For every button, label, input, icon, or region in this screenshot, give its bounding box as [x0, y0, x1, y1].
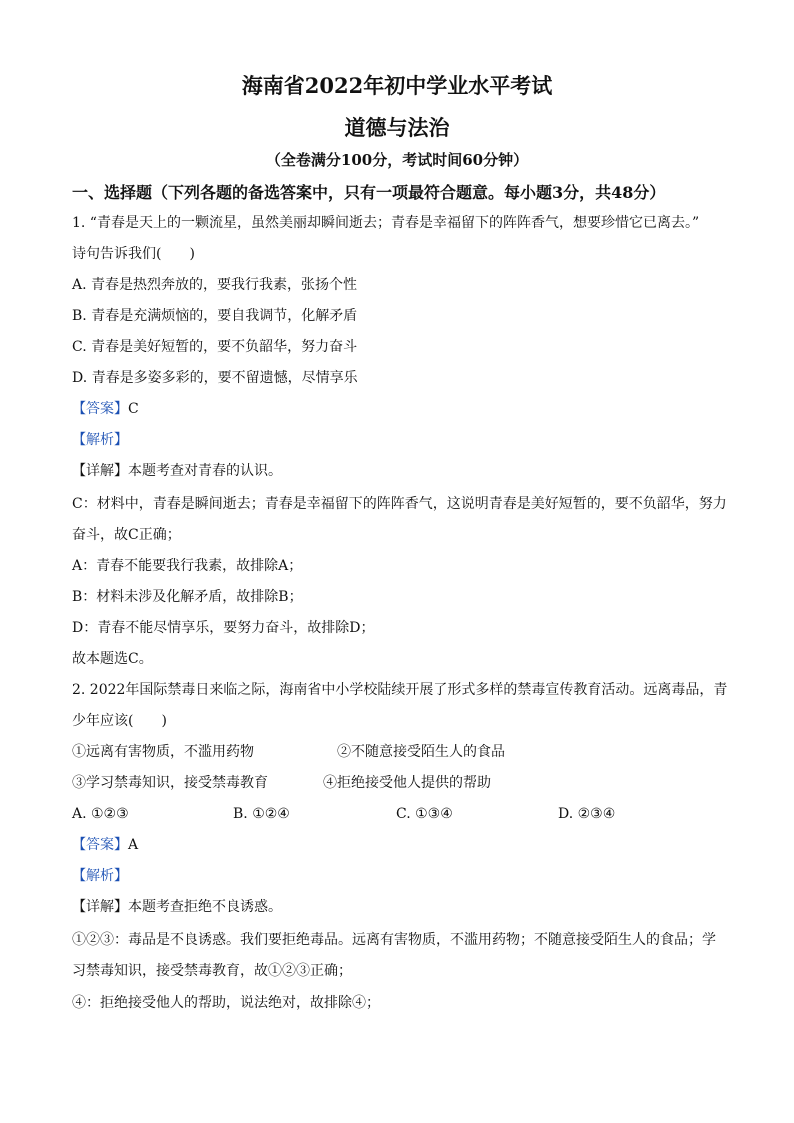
- q1-analysis: [72, 430, 128, 450]
- q2-answer-value: A: [128, 837, 139, 853]
- q2-option-a: A. ①②③: [72, 806, 129, 822]
- q1-explain-1: C：材料中，青春是瞬间逝去；青春是幸福留下的阵阵香气，这说明青春是美好短暂的，要不负韶华，努力: [72, 496, 727, 512]
- q2-detail: [72, 897, 282, 917]
- q1-answer-value: C: [128, 401, 139, 417]
- q1-detail: [72, 461, 282, 481]
- q2-option-b: B. ①②④: [233, 806, 290, 822]
- q1-explain-4: B：材料未涉及化解矛盾，故排除B；: [72, 589, 303, 605]
- q1-analysis-label: 【解析】: [72, 432, 128, 448]
- q2-statement-1: ①远离有害物质，不滥用药物: [72, 744, 254, 760]
- q2-stem-line2: 少年应该( ): [72, 713, 167, 729]
- q1-option-a: A. 青春是热烈奔放的，要我行我素，张扬个性: [72, 277, 358, 293]
- q1-stem-line2: 诗句告诉我们( ): [72, 246, 195, 262]
- q2-explain-2: 习禁毒知识，接受禁毒教育，故①②③正确；: [72, 963, 352, 979]
- q1-explain-3: A：青春不能要我行我素，故排除A；: [72, 558, 303, 574]
- q1-option-d: D. 青春是多姿多彩的，要不留遗憾，尽情享乐: [72, 370, 358, 386]
- q2-detail-label: 【详解】: [72, 899, 128, 915]
- q1-detail-label: 【详解】: [72, 463, 128, 479]
- q2-option-c: C. ①③④: [396, 806, 453, 822]
- section-heading: 一、选择题（下列各题的备选答案中，只有一项最符合题意。每小题3分，共48分）: [72, 183, 666, 202]
- q1-explain-2: 奋斗，故C正确；: [72, 527, 181, 543]
- q1-stem-line1: 1. “青春是天上的一颗流星，虽然美丽却瞬间逝去；青春是幸福留下的阵阵香气，想要珍惜它已离去。”: [72, 215, 700, 231]
- q2-answer: [72, 835, 138, 855]
- q1-answer-label: 【答案】: [72, 401, 128, 417]
- q2-analysis: [72, 866, 128, 886]
- q2-option-d: D. ②③④: [558, 806, 616, 822]
- q2-explain-3: ④：拒绝接受他人的帮助，说法绝对，故排除④；: [72, 995, 380, 1011]
- q1-detail-text: 本题考查对青春的认识。: [128, 463, 282, 479]
- q2-statement-4: ④拒绝接受他人提供的帮助: [323, 775, 491, 791]
- q2-explain-1: ①②③：毒品是不良诱惑。我们要拒绝毒品。远离有害物质，不滥用药物；不随意接受陌生人的食品；学: [72, 932, 716, 948]
- q1-answer: [72, 399, 139, 419]
- q2-answer-label: 【答案】: [72, 837, 128, 853]
- exam-note: （全卷满分100分，考试时间60分钟）: [265, 151, 529, 169]
- q1-explain-6: 故本题选C。: [72, 651, 153, 667]
- q2-detail-text: 本题考查拒绝不良诱惑。: [128, 899, 282, 915]
- q1-option-b: B. 青春是充满烦恼的，要自我调节，化解矛盾: [72, 308, 358, 324]
- q2-stem-line1: 2. 2022年国际禁毒日来临之际，海南省中小学校陆续开展了形式多样的禁毒宣传教育活动。远离毒品，青: [72, 682, 728, 698]
- q2-statement-2: ②不随意接受陌生人的食品: [337, 744, 505, 760]
- exam-subject: 道德与法治: [344, 115, 450, 140]
- exam-title: 海南省2022年初中学业水平考试: [241, 73, 553, 98]
- q1-explain-5: D：青春不能尽情享乐，要努力奋斗，故排除D；: [72, 620, 375, 636]
- q2-analysis-label: 【解析】: [72, 868, 128, 884]
- q2-statement-3: ③学习禁毒知识，接受禁毒教育: [72, 775, 268, 791]
- q1-option-c: C. 青春是美好短暂的，要不负韶华，努力奋斗: [72, 339, 358, 355]
